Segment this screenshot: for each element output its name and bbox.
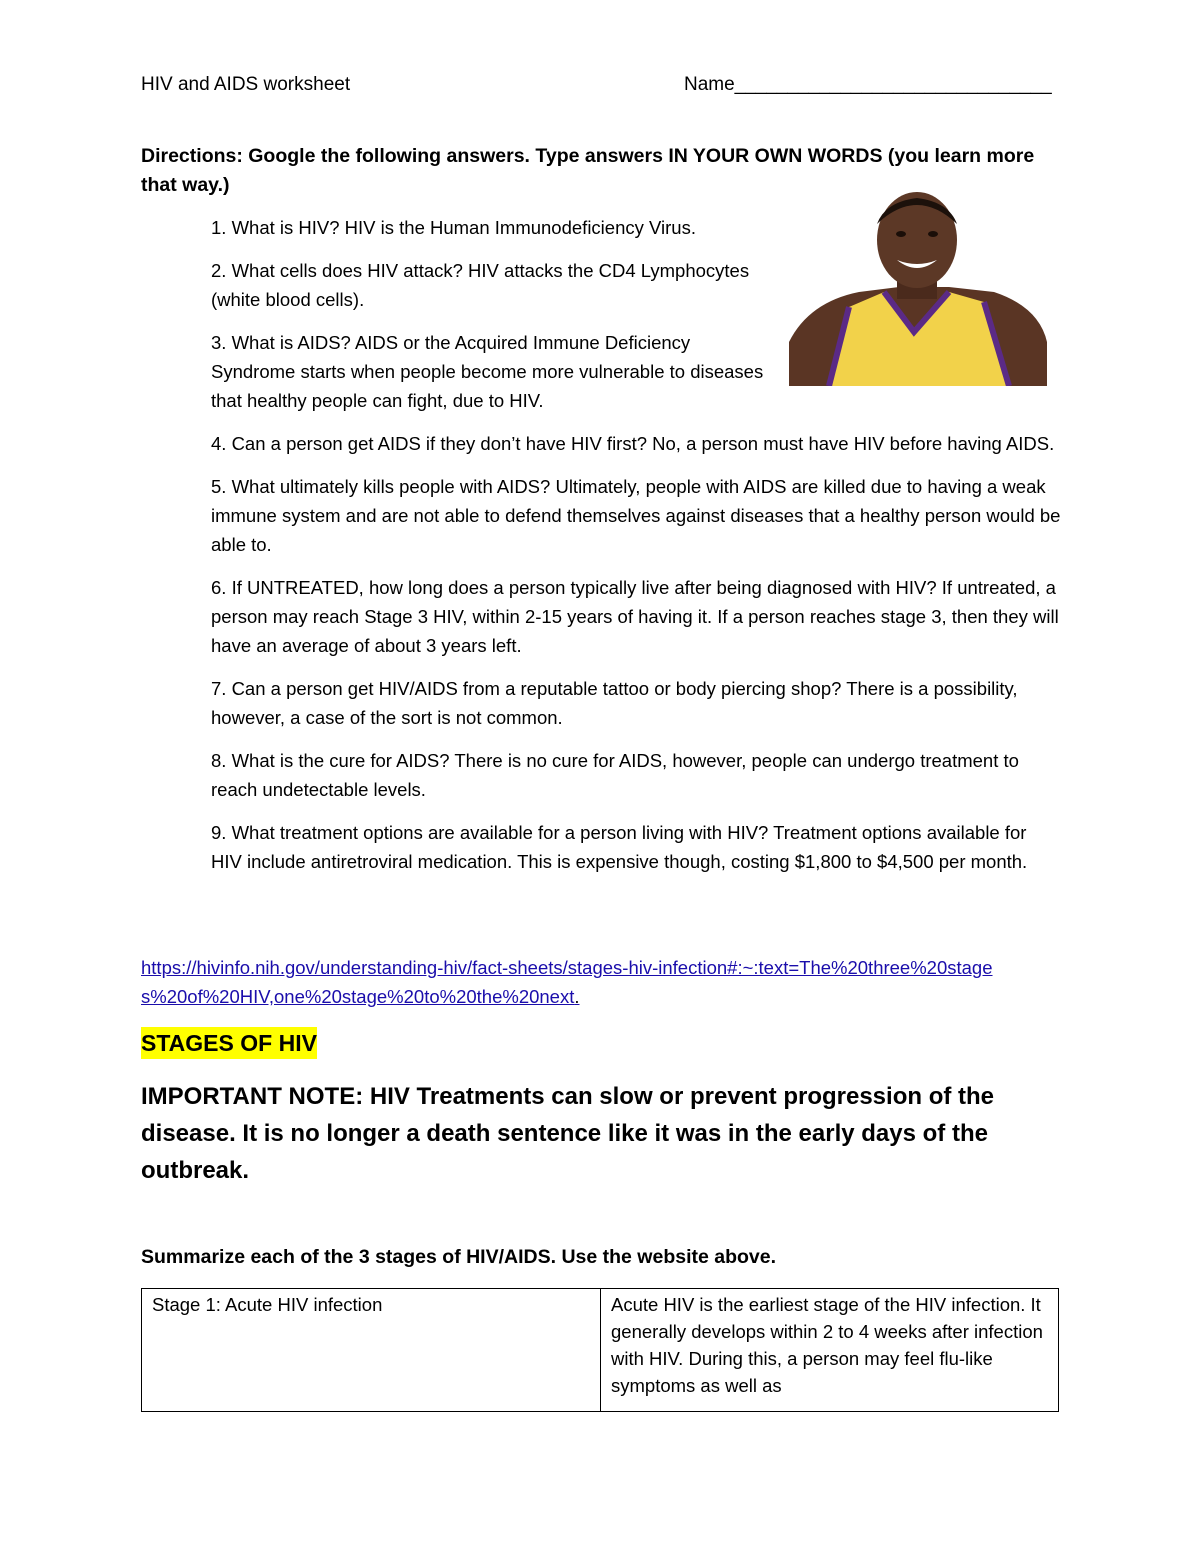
- question-8: 8. What is the cure for AIDS? There is no cure for AIDS, however, people can undergo treatment to reach undetectable levels.: [211, 750, 1019, 800]
- important-note: IMPORTANT NOTE: HIV Treatments can slow or prevent progression of the disease. It is no longer a death sentence like it was in the early days of the outbreak.: [141, 1083, 995, 1184]
- nih-link-text[interactable]: https://hivinfo.nih.gov/understanding-hiv/fact-sheets/stages-hiv-infection#:~:text=The%20three%20stages%20of%20HIV,one%20stage%20to%20the%20next: [141, 957, 993, 1007]
- basketball-player-photo: [789, 192, 1047, 386]
- stages-of-hiv-heading: STAGES OF HIV: [141, 1027, 317, 1059]
- question-4: 4. Can a person get AIDS if they don’t have HIV first? No, a person must have HIV before having AIDS.: [211, 433, 1055, 454]
- directions: Directions: Google the following answers. Type answers IN YOUR OWN WORDS (you learn more that way.): [141, 145, 1035, 196]
- stage-summary-cell: Acute HIV is the earliest stage of the HIV infection. It generally develops within 2 to 4 weeks after infection with HIV. During this, a person may feel flu-like symptoms as well as: [601, 1289, 1059, 1412]
- worksheet-title: HIV and AIDS worksheet: [141, 74, 351, 95]
- stage-name-cell: Stage 1: Acute HIV infection: [142, 1289, 601, 1412]
- question-2: 2. What cells does HIV attack? HIV attacks the CD4 Lymphocytes (white blood cells).: [211, 260, 750, 310]
- question-3: 3. What is AIDS? AIDS or the Acquired Immune Deficiency Syndrome starts when people become more vulnerable to diseases that healthy people can fight, due to HIV.: [211, 332, 764, 411]
- link-trailing-period: .: [574, 986, 580, 1007]
- name-field-label: Name______________________________: [684, 74, 1052, 95]
- question-6: 6. If UNTREATED, how long does a person typically live after being diagnosed with HIV? If untreated, a person may reach Stage 3 HIV, within 2-15 years of having it. If a person reaches stage 3, then they will have an average of about 3 years left.: [211, 577, 1059, 656]
- question-9: 9. What treatment options are available for a person living with HIV? Treatment options available for HIV include antiretroviral medication. This is expensive though, costing $1,800 to $4,500 per month.: [211, 822, 1028, 872]
- stages-table: [141, 1288, 1059, 1412]
- nih-reference-link[interactable]: [141, 953, 1001, 1011]
- question-1: 1. What is HIV? HIV is the Human Immunodeficiency Virus.: [211, 217, 696, 238]
- summarize-instructions: Summarize each of the 3 stages of HIV/AIDS. Use the website above.: [141, 1246, 777, 1268]
- question-5: 5. What ultimately kills people with AIDS? Ultimately, people with AIDS are killed due to having a weak immune system and are not able to defend themselves against diseases that a healthy person would be able to.: [211, 476, 1061, 555]
- question-7: 7. Can a person get HIV/AIDS from a reputable tattoo or body piercing shop? There is a possibility, however, a case of the sort is not common.: [211, 678, 1018, 728]
- table-row: [142, 1289, 1059, 1412]
